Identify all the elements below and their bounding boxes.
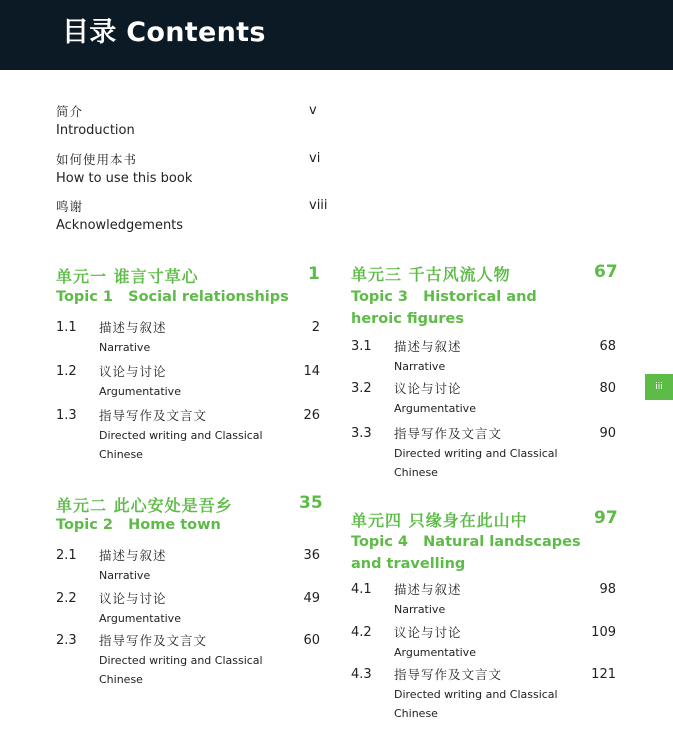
section-number: 2.1: [56, 548, 77, 563]
unit-topic[interactable]: Topic 3 Historical and heroic figures: [351, 289, 542, 327]
section-title-cn[interactable]: 指导写作及文言文: [99, 408, 208, 423]
section-title-cn[interactable]: 描述与叙述: [99, 548, 167, 563]
section-title-en: Directed writing and Classical Chinese: [394, 447, 558, 479]
front-item-page: viii: [309, 198, 328, 213]
section-title-cn[interactable]: 描述与叙述: [99, 320, 167, 335]
section-title-en: Argumentative: [99, 385, 181, 398]
front-item-en[interactable]: Introduction: [56, 123, 135, 138]
section-page: 68: [599, 339, 616, 354]
section-page: 14: [303, 364, 320, 379]
unit-topic[interactable]: Topic 2 Home town: [56, 517, 221, 533]
section-number: 4.2: [351, 625, 372, 640]
section-number: 2.3: [56, 633, 77, 648]
unit-page: 67: [594, 262, 618, 282]
unit-topic[interactable]: Topic 1 Social relationships: [56, 289, 289, 305]
unit-title-cn[interactable]: 单元一 谁言寸草心: [56, 267, 199, 286]
front-item-cn: 如何使用本书: [56, 152, 138, 167]
section-title-cn[interactable]: 议论与讨论: [99, 591, 167, 606]
section-title-en: Directed writing and Classical Chinese: [99, 654, 263, 686]
section-page: 98: [599, 582, 616, 597]
section-page: 36: [303, 548, 320, 563]
section-title-en: Narrative: [99, 341, 151, 354]
page-title: 目录 Contents: [62, 17, 266, 48]
section-title-cn[interactable]: 议论与讨论: [99, 364, 167, 379]
unit-topic[interactable]: Topic 4 Natural landscapes and travelling: [351, 534, 586, 572]
section-title-en: Narrative: [394, 360, 446, 373]
section-number: 1.1: [56, 320, 77, 335]
unit-title-cn[interactable]: 单元四 只缘身在此山中: [351, 511, 528, 530]
section-title-en: Argumentative: [99, 612, 181, 625]
section-title-cn[interactable]: 议论与讨论: [394, 381, 462, 396]
section-page: 60: [303, 633, 320, 648]
section-title-cn[interactable]: 议论与讨论: [394, 625, 462, 640]
header-bar: [0, 0, 673, 70]
section-page: 2: [311, 320, 320, 335]
section-title-en: Directed writing and Classical Chinese: [394, 688, 558, 720]
section-page: 109: [591, 625, 616, 640]
front-item-page: v: [309, 103, 317, 118]
section-title-cn[interactable]: 指导写作及文言文: [394, 667, 503, 682]
section-number: 4.1: [351, 582, 372, 597]
section-number: 1.3: [56, 408, 77, 423]
section-title-en: Narrative: [99, 569, 151, 582]
unit-page: 97: [594, 508, 618, 528]
page-number-tab: iii: [645, 374, 673, 400]
section-title-en: Argumentative: [394, 646, 476, 659]
section-number: 3.2: [351, 381, 372, 396]
section-title-cn[interactable]: 指导写作及文言文: [99, 633, 208, 648]
section-title-en: Argumentative: [394, 402, 476, 415]
front-item-en[interactable]: How to use this book: [56, 171, 193, 186]
unit-page: 1: [308, 264, 320, 284]
section-page: 90: [599, 426, 616, 441]
section-title-en: Directed writing and Classical Chinese: [99, 429, 263, 461]
section-number: 4.3: [351, 667, 372, 682]
section-page: 80: [599, 381, 616, 396]
unit-page: 35: [299, 493, 323, 513]
front-item-cn: 简介: [56, 104, 84, 119]
unit-title-cn[interactable]: 单元三 千古风流人物: [351, 265, 511, 284]
section-title-cn[interactable]: 指导写作及文言文: [394, 426, 503, 441]
unit-title-cn[interactable]: 单元二 此心安处是吾乡: [56, 496, 233, 515]
section-page: 26: [303, 408, 320, 423]
front-item-en[interactable]: Acknowledgements: [56, 218, 184, 233]
section-number: 2.2: [56, 591, 77, 606]
section-page: 49: [303, 591, 320, 606]
front-item-page: vi: [309, 151, 321, 166]
section-number: 3.3: [351, 426, 372, 441]
section-title-cn[interactable]: 描述与叙述: [394, 339, 462, 354]
section-page: 121: [591, 667, 616, 682]
front-item-cn: 鸣谢: [56, 199, 84, 214]
section-number: 1.2: [56, 364, 77, 379]
section-number: 3.1: [351, 339, 372, 354]
section-title-en: Narrative: [394, 603, 446, 616]
section-title-cn[interactable]: 描述与叙述: [394, 582, 462, 597]
